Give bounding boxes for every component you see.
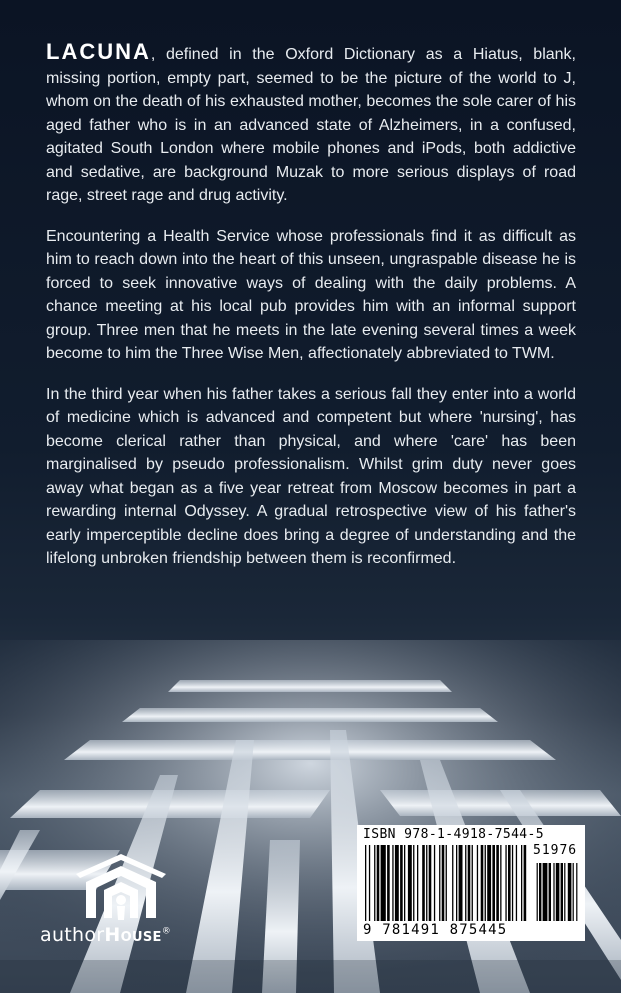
barcode-bar [500, 845, 501, 921]
registered-mark: ® [161, 926, 171, 937]
barcode-bar [456, 845, 457, 921]
authorhouse-book-arch-icon [72, 852, 170, 922]
barcode-addon-bar [561, 863, 563, 921]
barcode-bar [521, 845, 522, 921]
isbn-label: ISBN 978-1-4918-7544-5 [363, 827, 544, 842]
barcode-addon-bar [564, 863, 565, 921]
publisher-logo [40, 852, 205, 952]
blurb-paragraph-2: Encountering a Health Service whose professionals find it as difficult as him to reach down into the heart of this unseen, ungraspable disease he is forced to seek innovative ways of dealing with the daily problems. A chance meeting at his local pub provides him with an informal support group. Three men that he meets in the late evening several times a week become to him the Three Wise Men, affectionately abbreviated to TWM. [46, 227, 576, 362]
barcode-bar [408, 845, 412, 921]
barcode-addon-bar [543, 863, 548, 921]
barcode-bar [377, 845, 380, 921]
barcode-bar [387, 845, 390, 921]
blurb-text [46, 40, 576, 588]
barcode-bar [426, 845, 427, 921]
barcode-bar [468, 845, 471, 921]
barcode-addon-bar [537, 863, 538, 921]
barcode-bar [505, 845, 506, 921]
barcode-bar [508, 845, 511, 921]
barcode-bar [481, 845, 484, 921]
barcode-bar [404, 845, 405, 921]
barcode-addon-digits: 51976 [533, 843, 578, 858]
barcode-bar [524, 845, 527, 921]
blurb-paragraph-1-text: , defined in the Oxford Dictionary as a Hiatus, blank, missing portion, empty part, seemed to be the picture of the world to J, whom on the death of his exhausted mother, becomes the sole carer of his aged father who is in an advanced state of Alzheimers, in a confused, agitated South London where mobile phones and iPods, both addictive and sedative, are background Muzak to more serious displays of road rage, street rage and drug activity. [46, 46, 576, 204]
barcode-addon-bar [576, 863, 577, 921]
barcode-bar [395, 845, 399, 921]
publisher-name-part1: author [40, 924, 105, 946]
barcode-bar [492, 845, 495, 921]
barcode-bar [465, 845, 466, 921]
barcode-bar [485, 845, 486, 921]
barcode-bar [446, 845, 447, 921]
barcode-bar [477, 845, 478, 921]
title-word: LACUNA [46, 39, 151, 64]
barcode-bar [459, 845, 463, 921]
barcode-bar [452, 845, 453, 921]
barcode-addon-bar [568, 863, 572, 921]
barcode-bar [496, 845, 499, 921]
barcode-bar [429, 845, 432, 921]
barcode-bar [413, 845, 414, 921]
publisher-name [40, 924, 210, 946]
barcode-ean-digits: 9 781491 875445 [363, 922, 508, 938]
barcode-bar [381, 845, 386, 921]
barcode-bar [487, 845, 491, 921]
barcode-bar [417, 845, 418, 921]
barcode-bar [400, 845, 403, 921]
barcode-addon-bar [539, 863, 541, 921]
blurb-paragraph-1 [46, 40, 576, 208]
barcode-addon-bar [553, 863, 554, 921]
barcode-bar [365, 845, 366, 921]
publisher-name-part2: House [104, 924, 162, 946]
barcode-bar [434, 845, 435, 921]
barcode-bar [472, 845, 473, 921]
barcode-bar [369, 845, 370, 921]
barcode-addon-bar [556, 863, 560, 921]
isbn-barcode [357, 825, 585, 941]
barcode-bar [512, 845, 513, 921]
barcode-bar [516, 845, 517, 921]
blurb-paragraph-3: In the third year when his father takes a serious fall they enter into a world of medicine which is advanced and competent but where 'nursing', has become clerical rather than physical, and where 'care' has been marginalised by pseudo professionalism. Whilst grim duty never goes away what began as a five year retreat from Moscow becomes in part a rewarding internal Odyssey. A gradual retrospective view of his father's early imperceptible decline does bring a degree of understanding and the lifelong unbroken friendship between them is reconfirmed. [46, 385, 576, 567]
barcode-bar [439, 845, 440, 921]
barcode-addon-bar [573, 863, 574, 921]
barcode-bar [442, 845, 445, 921]
barcode-bar [374, 845, 375, 921]
barcode-bar [422, 845, 425, 921]
barcode-addon-bar [549, 863, 551, 921]
barcode-bar [392, 845, 393, 921]
